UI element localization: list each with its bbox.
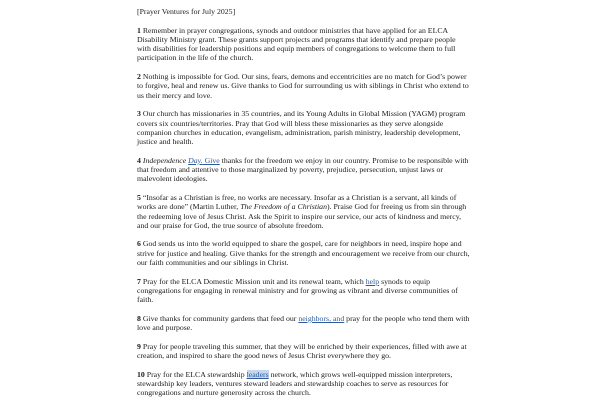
text-run: Pray for the ELCA Domestic Mission unit and its renewal team, which (142, 276, 366, 286)
text-run: Give thanks for community gardens that feed our (142, 313, 299, 323)
paragraph-number: 2 (137, 72, 141, 82)
tracked-change-insertion[interactable]: help (365, 276, 380, 286)
paragraph-5 (137, 193, 470, 230)
paragraph-9 (137, 342, 470, 361)
document-content (137, 7, 470, 397)
document-title: [Prayer Ventures for July 2025] (137, 7, 236, 16)
paragraph-number: 9 (137, 341, 141, 351)
paragraphs (137, 26, 470, 398)
text-run: pray for the people who tend them with love and purpose. (137, 313, 470, 333)
tracked-change-insertion[interactable]: Day. (188, 155, 203, 165)
text-run: Nothing is impossible for God. Our sins, fears, demons and eccentricities are no match for God’s power to forgive, heal and renew us. Give thanks to God for surrounding us with siblings in Christ who extend to us their mercy and love. (137, 72, 469, 100)
paragraph-number: 5 (137, 192, 141, 202)
paragraph-1 (137, 26, 470, 63)
tracked-change-insertion[interactable]: leaders (246, 369, 269, 379)
paragraph-3 (137, 109, 470, 146)
text-run: The Freedom of a Christian (240, 202, 327, 212)
paragraph-number: 6 (137, 239, 141, 249)
paragraph-number: 4 (137, 155, 141, 165)
text-run: Pray for people traveling this summer, that they will be enriched by their experiences, filled with awe at creation, and inspired to share the good news of Jesus Christ everywhere they go. (137, 341, 467, 360)
text-run: network, which grows well-equipped mission interpreters, stewardship key leaders, ventures steward leaders and stewardship coaches to serve as resources for congregations and nurture generosity across the church. (137, 369, 453, 398)
paragraph-number: 10 (137, 369, 145, 379)
text-run: Pray for the ELCA stewardship (146, 369, 247, 379)
paragraph-8 (137, 314, 470, 333)
text-run: Independence (142, 155, 189, 165)
tracked-change-insertion[interactable]: Give (202, 155, 220, 165)
text-run: Remember in prayer congregations, synods and outdoor ministries that have applied for an ELCA Disability Ministry grant. These grants support projects and programs that identify and prepare people with disabilities for leadership positions and equip members of congregations to welcome them to full participation in the life of the church. (137, 25, 456, 63)
paragraph-7 (137, 277, 470, 305)
paragraph-number: 3 (137, 109, 141, 119)
tracked-change-insertion[interactable]: neighbors, and (298, 313, 345, 323)
text-run: ). Praise God for freeing us from sin through the redeeming love of Jesus Christ. Ask the Spirit to inspire our service, our acts of kindness and mercy, and our praise for God, the true source of absolute freedom. (137, 202, 467, 230)
text-run: Our church has missionaries in 35 countries, and its Young Adults in Global Mission (YAGM) program covers six countries/territories. Pray that God will bless these missionaries as they serve alongside companion churches in education, evangelism, administration, parish ministry, leadership development, justice and health. (137, 109, 466, 147)
text-run: synods to equip congregations for engaging in renewal ministry and for growing as vibrant and diverse communities of faith. (137, 276, 458, 305)
paragraph-number: 7 (137, 276, 141, 286)
text-run: God sends us into the world equipped to share the gospel, care for neighbors in need, inspire hope and strive for justice and healing. Give thanks for the strength and encouragement we receive from our church, our faith communities and our siblings in Christ. (137, 239, 470, 268)
paragraph-4 (137, 156, 470, 184)
paragraph-6 (137, 239, 470, 267)
paragraph-10 (137, 370, 470, 398)
paragraph-number: 8 (137, 313, 141, 323)
paragraph-2 (137, 72, 470, 100)
text-run: thanks for the freedom we enjoy in our country. Promise to be responsible with that freedom and attentive to those marginalized by poverty, prejudice, persecution, unjust laws or malevolent ideologies. (137, 155, 469, 184)
text-run: “Insofar as a Christian is free, no works are necessary. Insofar as a Christian is a servant, all kinds of works are done” (Martin Luther, (137, 192, 457, 212)
paragraph-number: 1 (137, 25, 141, 35)
